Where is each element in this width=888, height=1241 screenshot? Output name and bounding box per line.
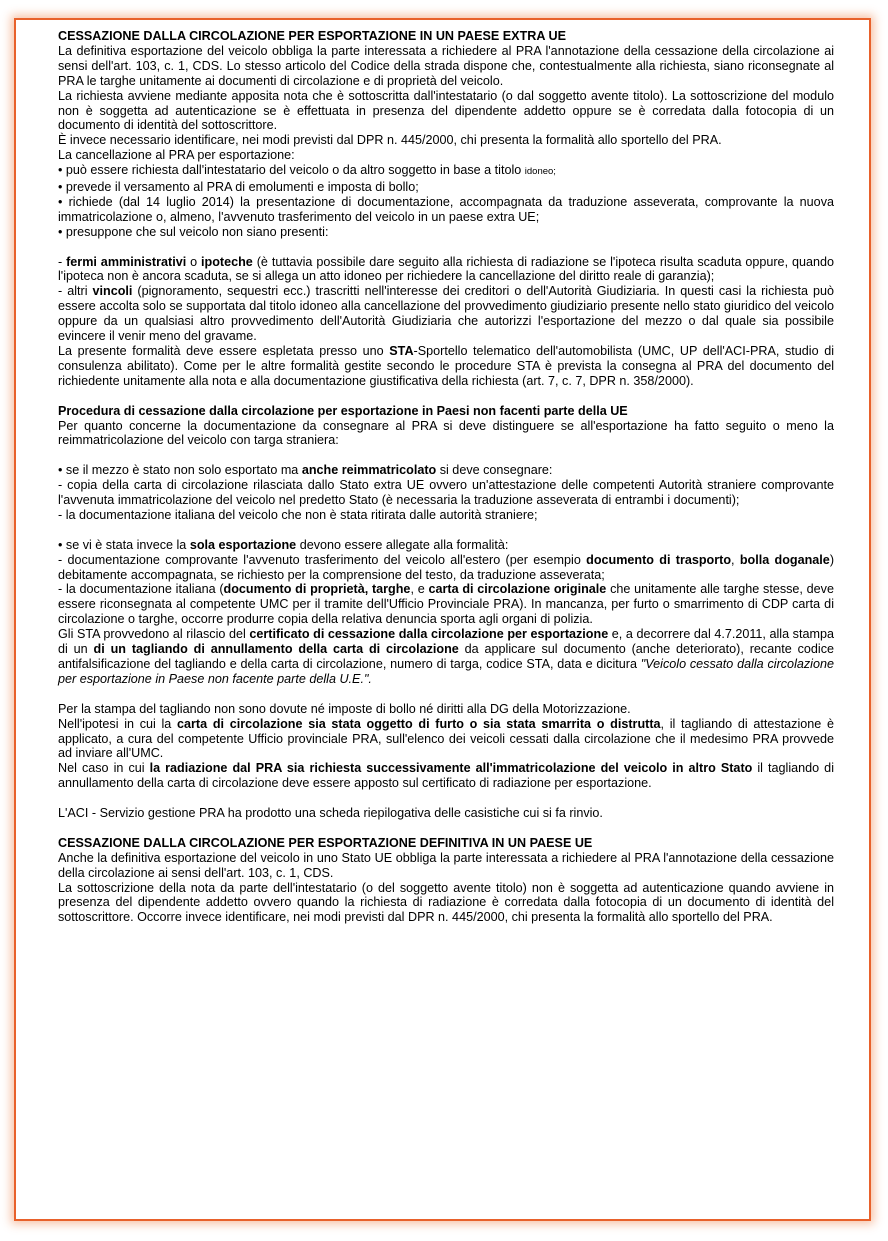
bold-text: documento di proprietà, targhe (223, 582, 411, 597)
bullet-text: • può essere richiesta dall'intestatario del veicolo o da altro soggetto in base a titolo (58, 163, 525, 178)
text: da applicare sul documento (anche deteriorato), recante codice antifalsificazione del tagliando e della carta di circolazione, numero di targa, codice STA, data e dicitura (58, 642, 834, 671)
text: devono essere allegate alla formalità: (296, 537, 509, 552)
text: - altri (58, 284, 93, 299)
bold-text: STA (389, 344, 414, 359)
spacer (58, 389, 834, 404)
spacer (58, 687, 834, 702)
paragraph: La richiesta avviene mediante apposita nota che è sottoscritta dall'intestatario (o dal soggetto avente titolo). La sottoscrizione del modulo non è soggetta ad autenticazione se è effettuata in presenza del dipendente addetto oppure se è corredata dalla fotocopia di un documento di identità del sottoscrittore. (58, 88, 834, 133)
bold-text: carta di circolazione sia stata oggetto di furto o sia stata smarrita o distrutta (177, 716, 661, 731)
paragraph (58, 627, 834, 687)
bullet-item: • prevede il versamento al PRA di emolumenti e imposta di bollo; (58, 180, 419, 195)
paragraph: Anche la definitiva esportazione del veicolo in uno Stato UE obbliga la parte interessata a richiedere al PRA l'annotazione della cessazione della circolazione ai sensi dell'art. 103, c. 1, CDS. (58, 850, 834, 880)
spacer (58, 523, 834, 538)
text: , il tagliando di attestazione è applicato, a cura del competente Ufficio provinciale PRA, sull'elenco dei veicoli cessati dalla circolazione che il medesimo PRA provvede ad inviare all'UMC. (58, 716, 834, 761)
text: che unitamente alle targhe stesse, deve essere riconsegnata al competente UMC per il tramite dell'Ufficio Provinciale PRA). In mancanza, per furto o smarrimento di CDP carta di circolazione o targhe, occorre produrre copia della relativa denuncia sporta agli organi di polizia. (58, 582, 834, 627)
bullet-small-text: idoneo; (524, 166, 556, 178)
spacer (58, 821, 834, 836)
text: (è tuttavia possibile dare seguito alla richiesta di radiazione se l'ipoteca risulta scaduta oppure, quando l'ipoteca non è ancora scaduta, se si allega un atto idoneo per richiedere la cancellazione del diritto reale di garanzia); (58, 254, 834, 284)
text: Nel caso in cui (58, 761, 150, 776)
text: si deve consegnare: (436, 463, 553, 478)
dash-item (58, 553, 834, 583)
bullet-item (58, 163, 834, 180)
bullet-item: • presuppone che sul veicolo non siano presenti: (58, 224, 329, 239)
text: , (731, 552, 740, 567)
dash-item (58, 255, 834, 285)
dash-item (58, 582, 834, 627)
bullet-item (58, 538, 834, 553)
dash-item (58, 284, 834, 344)
text: -Sportello telematico dell'automobilista (UMC, UP dell'ACI-PRA, studio di consulenza abilitato). Come per le altre formalità gestite secondo le procedure STA è prevista la consegna al PRA del documento del richiedente unitamente alla nota e alla documentazione giustificativa della richiesta (art. 7, c. 7, DPR n. 358/2000). (58, 344, 835, 388)
spacer (58, 448, 834, 463)
bold-text: bolla doganale (739, 552, 830, 567)
text: - (58, 254, 67, 269)
bold-text: anche reimmatricolato (301, 463, 437, 478)
bullet-item (58, 463, 834, 478)
paragraph: L'ACI - Servizio gestione PRA ha prodotto una scheda riepilogativa delle casistiche cui si fa rinvio. (58, 806, 603, 821)
bullet-item: • richiede (dal 14 luglio 2014) la presentazione di documentazione, accompagnata da traduzione asseverata, comprovante la nuova immatricolazione o, almeno, l'avvenuto trasferimento del veicolo in un paese extra UE; (58, 194, 834, 224)
text: , e (410, 582, 429, 597)
text: o (186, 254, 202, 269)
paragraph (58, 717, 834, 762)
bold-text: documento di trasporto (586, 552, 732, 567)
text: (pignoramento, sequestri ecc.) trascritti nell'interesse dei creditori o dell'Autorità Giudiziaria. In questi casi la richiesta può essere accolta solo se supportata dal titolo idoneo alla cancellazione del provvedimento giudiziario presente nello stato giuridico del veicolo oppure da un qualsiasi altro provvedimento dell'Autorità Giudiziaria che autorizzi l'esportazione del mezzo o dal quale sia possibile evincere il venir meno del gravame. (58, 284, 834, 344)
section-title-extra-ue: CESSAZIONE DALLA CIRCOLAZIONE PER ESPORTAZIONE IN UN PAESE EXTRA UE (58, 29, 566, 43)
paragraph (58, 761, 834, 791)
text: Gli STA provvedono al rilascio del (58, 627, 250, 642)
paragraph (58, 344, 834, 389)
bold-text: sola esportazione (189, 537, 297, 552)
paragraph: È invece necessario identificare, nei modi previsti dal DPR n. 445/2000, chi presenta la formalità allo sportello del PRA. (58, 133, 722, 148)
text: ) debitamente accompagnata, se richiesto per la comprensione del testo, da traduzione asseverata; (58, 552, 835, 582)
document-body (58, 29, 834, 925)
bold-text: la radiazione dal PRA sia richiesta successivamente all'immatricolazione del veicolo in altro Stato (149, 761, 753, 776)
text: - documentazione comprovante l'avvenuto trasferimento del veicolo all'estero (per esempio (58, 552, 587, 567)
section-title-procedura: Procedura di cessazione dalla circolazione per esportazione in Paesi non facenti parte della UE (58, 403, 628, 418)
paragraph: Per la stampa del tagliando non sono dovute né imposte di bollo né diritti alla DG della Motorizzazione. (58, 701, 631, 716)
paragraph: La definitiva esportazione del veicolo obbliga la parte interessata a richiedere al PRA l'annotazione della cessazione della circolazione ai sensi dell'art. 103, c. 1, CDS. Lo stesso articolo del Codice della strada dispone che, contestualmente alla richiesta, siano riconsegnate al PRA le targhe unitamente ai documenti di circolazione e di proprietà del veicolo. (58, 43, 834, 88)
spacer (58, 791, 834, 806)
text: e, a decorrere dal 4.7.2011, alla stampa di un (58, 627, 834, 657)
text: • se vi è stata invece la (58, 537, 190, 552)
bold-text: carta di circolazione originale (428, 582, 607, 597)
section-title-ue: CESSAZIONE DALLA CIRCOLAZIONE PER ESPORTAZIONE DEFINITIVA IN UN PAESE UE (58, 835, 593, 850)
paragraph: La cancellazione al PRA per esportazione: (58, 148, 295, 163)
text: il tagliando di annullamento della carta di circolazione deve essere apposto sul certificato di radiazione per esportazione. (58, 761, 834, 791)
text: Nell'ipotesi in cui la (58, 716, 178, 731)
bold-text: vincoli (92, 284, 133, 299)
paragraph: Per quanto concerne la documentazione da consegnare al PRA si deve distinguere se all'esportazione ha fatto seguito o meno la reimmatricolazione del veicolo con targa straniera: (58, 418, 834, 448)
italic-quote: "Veicolo cessato dalla circolazione per esportazione in Paese non facente parte della U.E.". (58, 657, 834, 686)
bold-text: fermi amministrativi (66, 254, 187, 269)
paragraph: La sottoscrizione della nota da parte dell'intestatario (o del soggetto avente titolo) non è soggetta ad autenticazione quando avviene in presenza del dipendente addetto ovvero quando la richiesta di radiazione è corredata dalla fotocopia di un documento di identità del sottoscrittore. Occorre invece identificare, nei modi previsti dal DPR n. 445/2000, chi presenta la formalità allo sportello del PRA. (58, 880, 834, 925)
bold-text: ipoteche (201, 254, 253, 269)
text: - la documentazione italiana ( (58, 582, 224, 597)
bold-text: di un tagliando di annullamento della carta di circolazione (93, 642, 459, 657)
spacer (58, 240, 834, 255)
text: • se il mezzo è stato non solo esportato ma (58, 463, 302, 478)
dash-item: - copia della carta di circolazione rilasciata dallo Stato extra UE ovvero un'attestazione delle competenti Autorità straniere comprovante l'avvenuta immatricolazione del veicolo nel predetto Stato (è necessaria la traduzione asseverata di entrambi i documenti); (58, 478, 834, 508)
bold-text: certificato di cessazione dalla circolazione per esportazione (249, 627, 609, 642)
dash-item: - la documentazione italiana del veicolo che non è stata ritirata dalle autorità straniere; (58, 507, 538, 522)
text: La presente formalità deve essere espletata presso uno (58, 344, 390, 359)
